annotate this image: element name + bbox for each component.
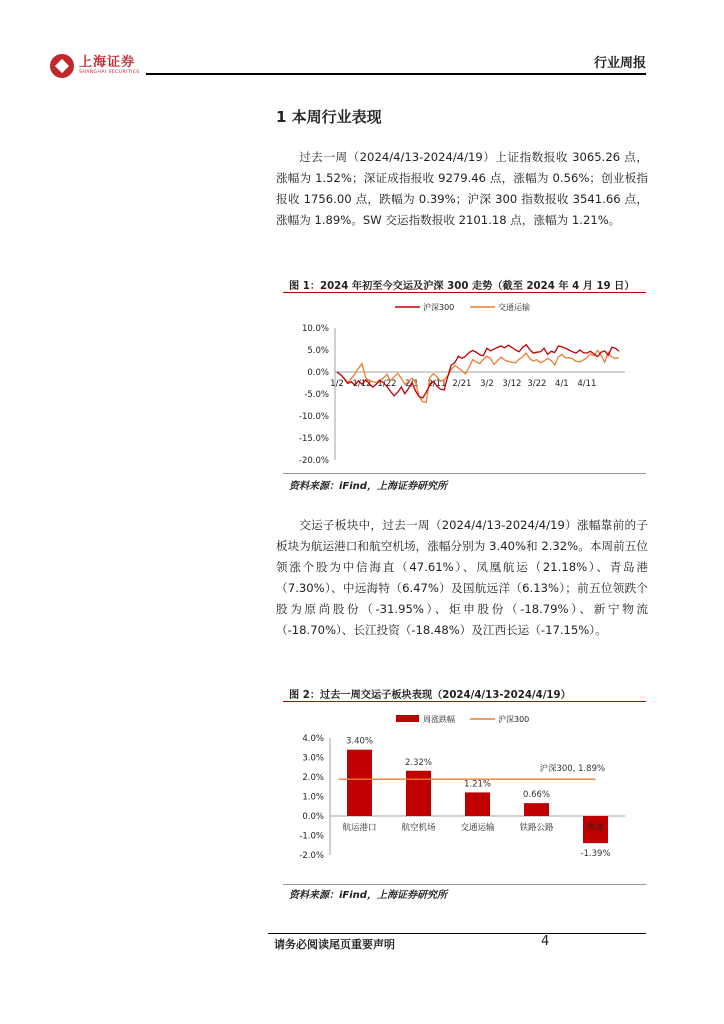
- bar-value-label: 0.66%: [522, 790, 551, 801]
- logo-name: 上海证券: [79, 55, 136, 71]
- y-tick-label: -10.0%: [298, 412, 329, 422]
- bar: [524, 803, 549, 816]
- y-tick-label: 0.0%: [302, 812, 324, 822]
- x-tick-label: 1/12: [352, 379, 372, 389]
- bar: [406, 771, 431, 816]
- y-tick-label: 10.0%: [301, 324, 329, 334]
- report-type: 行业周报: [593, 56, 646, 71]
- bar-value-label: 1.21%: [463, 779, 492, 790]
- figure-1-source: 资料来源：iFind，上海证券研究所: [289, 481, 447, 492]
- x-tick-label: 1/22: [377, 379, 397, 389]
- footer-disclaimer: 请务必阅读尾页重要声明: [274, 938, 395, 951]
- bar-value-label: 3.40%: [345, 736, 374, 747]
- paragraph-market-summary: 过去一周（2024/4/13-2024/4/19）上证指数报收 3065.26 点，涨幅为 1.52%；深证成指报收 9279.46 点，涨幅为 0.56%；创业板指报收 1756.00 点，跌幅为 0.39%；沪深 300 指数报收 3541.66 点，涨幅为 1.89%。SW 交运指数报收 2101.18 点，涨幅为 1.21%。: [276, 150, 648, 227]
- y-tick-label: -15.0%: [298, 434, 329, 444]
- figure-2-source: 资料来源：iFind，上海证券研究所: [289, 890, 447, 901]
- x-tick-label: 3/2: [480, 379, 494, 389]
- legend-label: 周涨跌幅: [423, 715, 455, 724]
- legend-label: 沪深300: [423, 303, 455, 312]
- category-label: 物流: [586, 823, 605, 833]
- legend-label: 沪深300: [498, 715, 530, 724]
- page-number: 4: [541, 934, 550, 949]
- x-tick-label: 4/1: [555, 379, 569, 389]
- x-tick-label: 2/21: [452, 379, 472, 389]
- legend-label: 交通运输: [498, 303, 530, 312]
- category-label: 航空机场: [401, 823, 436, 833]
- y-tick-label: -2.0%: [299, 851, 324, 861]
- y-tick-label: 4.0%: [302, 734, 324, 744]
- y-tick-label: -5.0%: [304, 390, 329, 400]
- y-tick-label: 0.0%: [307, 368, 329, 378]
- x-tick-label: 2/1: [405, 379, 419, 389]
- footer-divider: [268, 933, 646, 934]
- legend-swatch: [396, 715, 419, 722]
- bar-value-label: -1.39%: [580, 849, 611, 860]
- category-label: 铁路公路: [519, 823, 554, 833]
- y-tick-label: -1.0%: [299, 831, 324, 842]
- category-label: 交通运输: [460, 823, 495, 833]
- y-tick-label: 5.0%: [307, 346, 329, 356]
- paragraph-subsector: 交运子板块中，过去一周（2024/4/13-2024/4/19）涨幅靠前的子板块为航运港口和航空机场，涨幅分别为 3.40%和 2.32%。本周前五位领涨个股为中信海直（47.61%）、凤凰航运（21.18%）、青岛港（7.30%）、中远海特（6.47%）及国航远洋（6.13%）；前五位领跌个股为原尚股份（-31.95%）、炬申股份（-18.79%）、新宁物流（-18.70%）、长江投资（-18.48%）及江西长运（-17.15%）。: [276, 518, 648, 637]
- bar-value-label: 2.32%: [404, 757, 433, 768]
- figure-2-title: 图 2：过去一周交运子板块表现（2024/4/13-2024/4/19）: [289, 690, 571, 701]
- bar: [465, 792, 490, 816]
- x-tick-label: 1/2: [330, 379, 344, 389]
- y-tick-label: 2.0%: [302, 773, 324, 783]
- section-title: 1 本周行业表现: [276, 108, 382, 126]
- x-tick-label: 4/11: [577, 379, 597, 389]
- y-tick-label: 1.0%: [302, 792, 324, 803]
- reference-label: 沪深300, 1.89%: [539, 764, 606, 775]
- logo-name-en: SHANGHAI SECURITIES: [79, 70, 140, 76]
- figure-1-title: 图 1：2024 年初至今交运及沪深 300 走势（截至 2024 年 4 月 19 日）: [289, 281, 635, 292]
- y-tick-label: 3.0%: [302, 753, 324, 764]
- x-tick-label: 3/22: [527, 379, 547, 389]
- figure-2-bottom-rule: [283, 884, 646, 885]
- category-label: 航运港口: [342, 823, 377, 833]
- x-tick-label: 2/11: [427, 379, 447, 389]
- bar: [347, 750, 372, 816]
- y-tick-label: -20.0%: [298, 456, 329, 466]
- x-tick-label: 3/12: [502, 379, 522, 389]
